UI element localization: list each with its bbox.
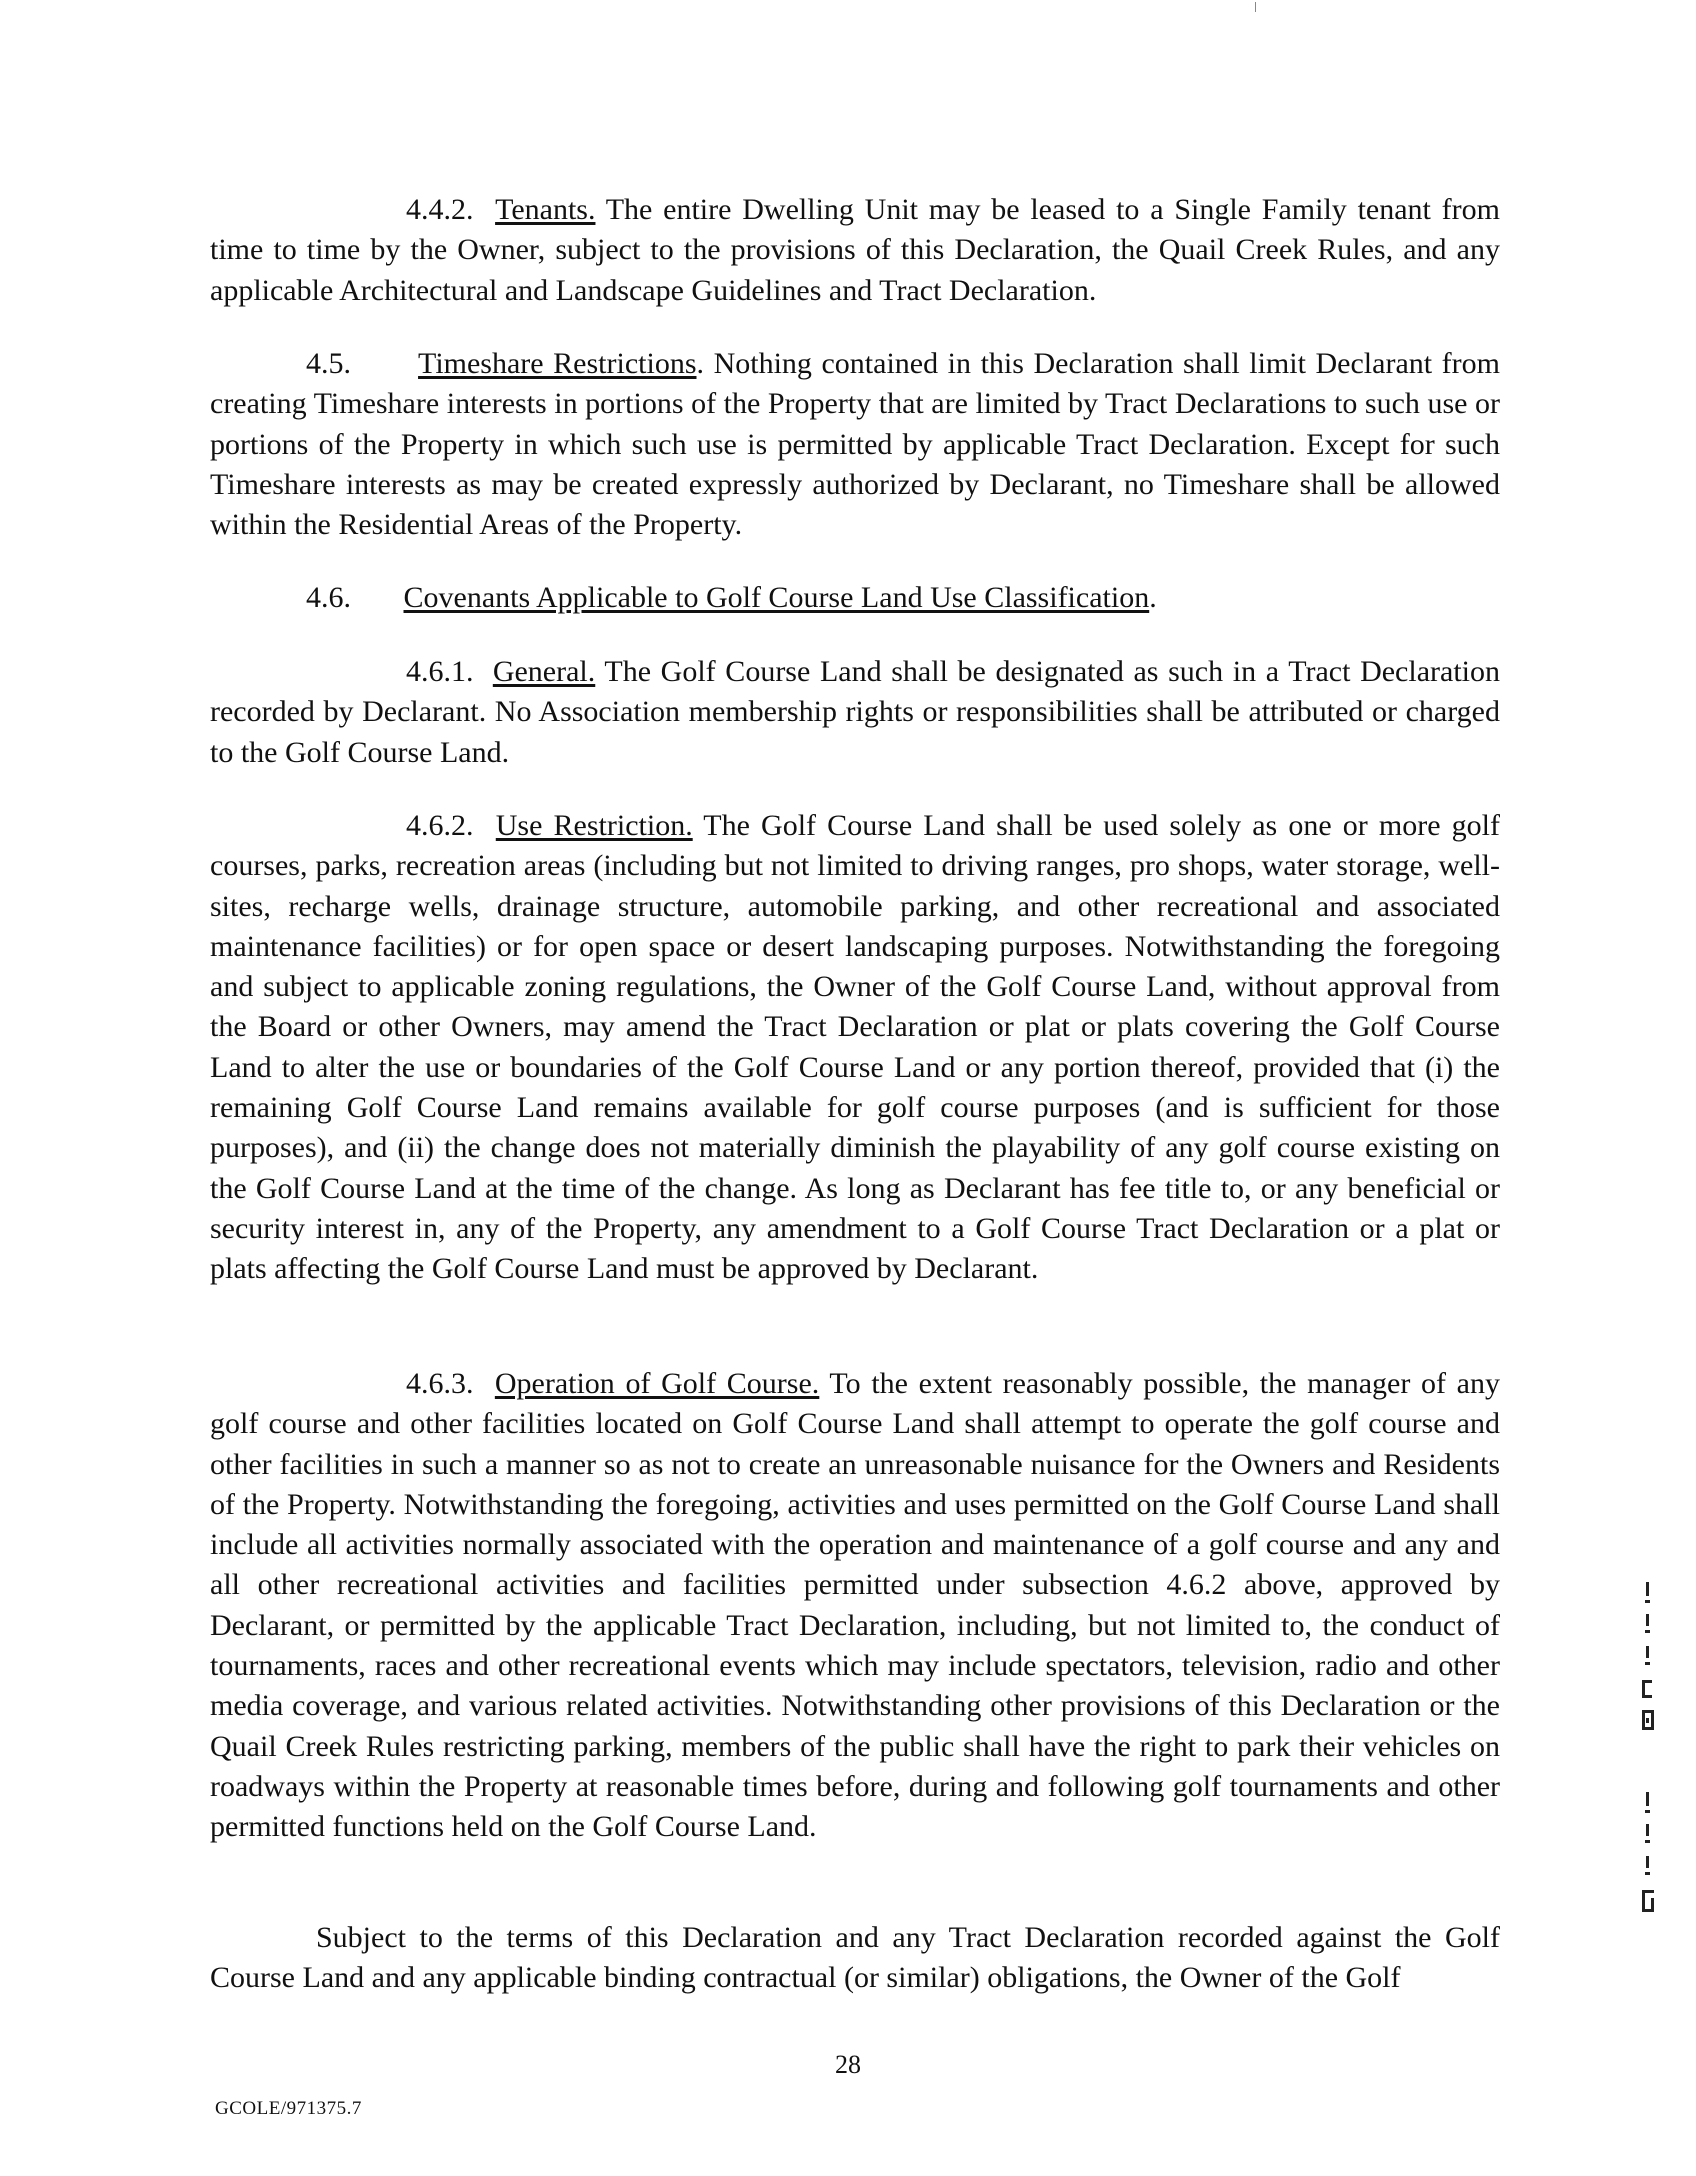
section-number: 4.6.2.	[406, 809, 474, 842]
paragraph-subject	[210, 1918, 1500, 1999]
recording-stamp-upper	[1638, 1580, 1658, 1760]
paragraph-4-5	[210, 344, 1500, 545]
section-number: 4.6.1.	[406, 655, 474, 688]
section-heading: Tenants.	[495, 193, 596, 226]
section-heading: Timeshare Restrictions	[418, 347, 697, 380]
section-heading: Covenants Applicable to Golf Course Land Use Classification	[403, 581, 1150, 614]
section-body: The Golf Course Land shall be designated as such in a Tract Declaration recorded by Declarant. No Association membership rights or responsibilities shall be attributed or charged to the Golf Course Land.	[210, 655, 1500, 769]
section-heading: Operation of Golf Course.	[494, 1367, 820, 1400]
section-body: Subject to the terms of this Declaration and any Tract Declaration recorded against the Golf Course Land and any applicable binding contractual (or similar) obligations, the Owner of the Golf	[210, 1921, 1500, 1995]
recording-stamp-lower	[1638, 1790, 1658, 1920]
section-number: 4.4.2.	[406, 193, 474, 226]
paragraph-4-6-2	[210, 806, 1500, 1290]
section-body: The entire Dwelling Unit may be leased to a Single Family tenant from time to time by the Owner, subject to the provisions of this Declaration, the Quail Creek Rules, and any applicable Architectural and Landscape Guidelines and Tract Declaration.	[210, 193, 1500, 307]
section-number: 4.6.	[306, 581, 351, 614]
section-heading: Use Restriction.	[495, 809, 693, 842]
paragraph-4-4-2	[210, 190, 1500, 311]
section-number: 4.5.	[306, 347, 351, 380]
page-number: 28	[835, 2050, 861, 2079]
section-number: 4.6.3.	[406, 1367, 474, 1400]
section-body: The Golf Course Land shall be used solely as one or more golf courses, parks, recreation areas (including but not limited to driving ranges, pro shops, water storage, well-sites, recharge wells, drainage structure, automobile parking, and other recreational and associated maintenance facilities) or for open space or desert landscaping purposes. Notwithstanding the foregoing and subject to applicable zoning regulations, the Owner of the Golf Course Land, without approval from the Board or other Owners, may amend the Tract Declaration or plat or plats covering the Golf Course Land to alter the use or boundaries of the Golf Course Land or any portion thereof, provided that (i) the remaining Golf Course Land remains available for golf course purposes (and is sufficient for those purposes), and (ii) the change does not materially diminish the playability of any golf course existing on the Golf Course Land at the time of the change. As long as Declarant has fee title to, or any beneficial or security interest in, any of the Property, any amendment to a Golf Course Tract Declaration or a plat or plats affecting the Golf Course Land must be approved by Declarant.	[210, 809, 1500, 1286]
section-body: To the extent reasonably possible, the manager of any golf course and other facilities located on Golf Course Land shall attempt to operate the golf course and other facilities in such a manner so as not to create an unreasonable nuisance for the Owners and Residents of the Property. Notwithstanding the foregoing, activities and uses permitted on the Golf Course Land shall include all activities normally associated with the operation and maintenance of a golf course and any and all other recreational activities and facilities permitted under subsection 4.6.2 above, approved by Declarant, or permitted by the applicable Tract Declaration, including, but not limited to, the conduct of tournaments, races and other recreational events which may include spectators, television, radio and other media coverage, and various related activities. Notwithstanding other provisions of this Declaration or the Quail Creek Rules restricting parking, members of the public shall have the right to park their vehicles on roadways within the Property at reasonable times before, during and following golf tournaments and other permitted functions held on the Golf Course Land.	[210, 1367, 1500, 1844]
section-body: .	[1149, 581, 1157, 614]
scan-mark	[1255, 2, 1256, 12]
paragraph-4-6	[210, 578, 1500, 618]
paragraph-4-6-1	[210, 652, 1500, 773]
paragraph-4-6-3	[210, 1364, 1500, 1848]
section-body: . Nothing contained in this Declaration shall limit Declarant from creating Timeshare interests in portions of the Property that are limited by Tract Declarations to such use or portions of the Property in which such use is permitted by applicable Tract Declaration. Except for such Timeshare interests as may be created expressly authorized by Declarant, no Timeshare shall be allowed within the Residential Areas of the Property.	[210, 347, 1500, 542]
document-reference: GCOLE/971375.7	[215, 2098, 362, 2119]
section-heading: General.	[492, 655, 596, 688]
